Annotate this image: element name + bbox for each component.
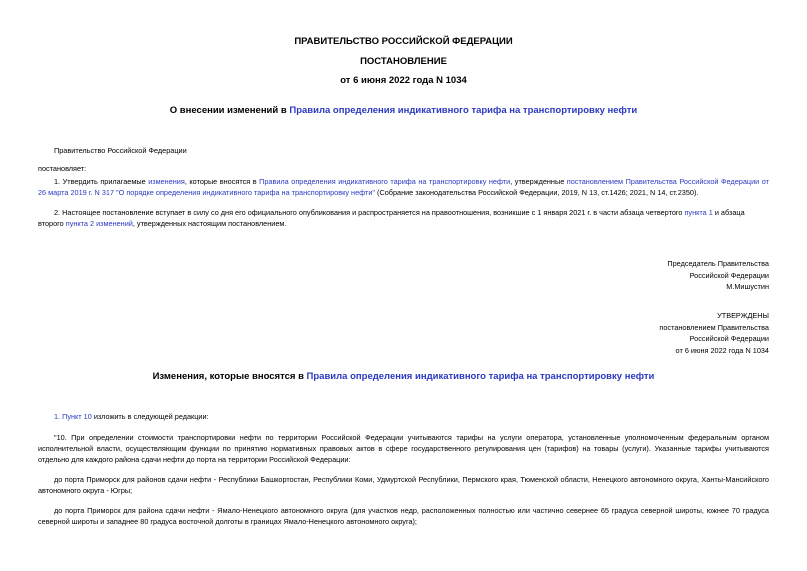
item-1-text-1: 1. Утвердить прилагаемые [54, 177, 149, 186]
doc-type-heading: ПОСТАНОВЛЕНИЕ [360, 56, 447, 67]
title-prefix: О внесении изменений в [169, 105, 290, 116]
approved-date: от 6 июня 2022 года N 1034 [675, 345, 769, 355]
item-1-text-2: , которые вносятся в [184, 177, 260, 186]
item-1-text-4: (Собрание законодательства Российской Федерации, 2019, N 13, ст.1426; 2021, N 14, ст.2350). [375, 188, 699, 197]
item-2-text-4: , утвержденных настоящим постановлением. [132, 219, 287, 228]
changes-link-2[interactable]: изменений [96, 219, 133, 228]
decree-text: постановляет: [38, 164, 87, 173]
approved-block [659, 310, 769, 356]
intro-text: Правительство Российской Федерации [54, 146, 187, 155]
point-10-link[interactable]: 1. Пункт 10 [54, 412, 92, 421]
point-1-link[interactable]: пункта 1 [684, 208, 713, 217]
date-number-heading: от 6 июня 2022 года N 1034 [340, 75, 467, 86]
port-bullet-1: до порта Приморск для районов сдачи нефти - Республики Башкортостан, Республики Коми, Удмуртской Республики, Пермского края, Тюменской области, Ненецкого автономного округа, Ханты-Мансийского автономного округа - Югры; [38, 475, 769, 495]
point-2-link[interactable]: пункта 2 [65, 219, 95, 228]
changes-title-rules-link[interactable]: Правила определения индикативного тарифа на транспортировку нефти [306, 371, 655, 382]
item-1-text-3: , утвержденные [510, 177, 567, 186]
government-heading: ПРАВИТЕЛЬСТВО РОССИЙСКОЙ ФЕДЕРАЦИИ [294, 36, 513, 47]
item-2-text-1: 2. Настоящее постановление вступает в силу со дня его официального опубликования и распространяется на правоотношения, возникшие с 1 января 2021 г. в части абзаца четвертого [54, 208, 685, 217]
item-2-text-2: и абзаца второго [38, 208, 745, 228]
changes-link[interactable]: изменения [148, 177, 185, 186]
item-1-paragraph [38, 176, 769, 198]
document-title [0, 105, 807, 116]
quoted-point-10: "10. При определении стоимости транспортировки нефти по территории Российской Федерации учитываются тарифы на услуги оператора, установленные уполномоченным федеральным органом исполнительной власти, осуществляющим функции по принятию нормативных правовых актов в сфере государственного регулирования цен (тарифов) на товары (услуги). Указанные тарифы учитываются отдельно для каждого района сдачи нефти до порта на территории Российской Федерации: [38, 433, 769, 464]
approved-organization: Российской Федерации [689, 334, 769, 343]
signature-position: Председатель Правительства [667, 259, 769, 268]
change-1-paragraph [54, 411, 209, 422]
signature-organization: Российской Федерации [689, 270, 769, 280]
port-bullet-2: до порта Приморск для района сдачи нефти - Ямало-Ненецкого автономного округа (для участков недр, расположенных полностью или частично севернее 65 градуса северной широты, южнее 70 градуса северной широты и западнее 80 градуса восточной долготы в границах Ямало-Ненецкого автономного округа); [38, 506, 769, 526]
changes-title [0, 371, 807, 382]
resolution-317-link[interactable]: постановлением Правительства Российской Федерации от 26 марта 2019 г. N 317 "О порядке определения индикативного тарифа на транспортировку нефти" [38, 177, 769, 197]
approved-by: постановлением Правительства [659, 322, 769, 332]
changes-title-prefix: Изменения, которые вносятся в [152, 371, 307, 382]
title-rules-link[interactable]: Правила определения индикативного тарифа на транспортировку нефти [289, 105, 638, 116]
signature-name: М.Мишустин [726, 282, 769, 291]
rules-link[interactable]: Правила определения индикативного тарифа на транспортировку нефти [259, 177, 511, 186]
item-2-paragraph [38, 207, 769, 229]
approved-label: УТВЕРЖДЕНЫ [717, 311, 769, 320]
change-1-text: изложить в следующей редакции: [91, 412, 209, 421]
signature-block [667, 258, 769, 293]
